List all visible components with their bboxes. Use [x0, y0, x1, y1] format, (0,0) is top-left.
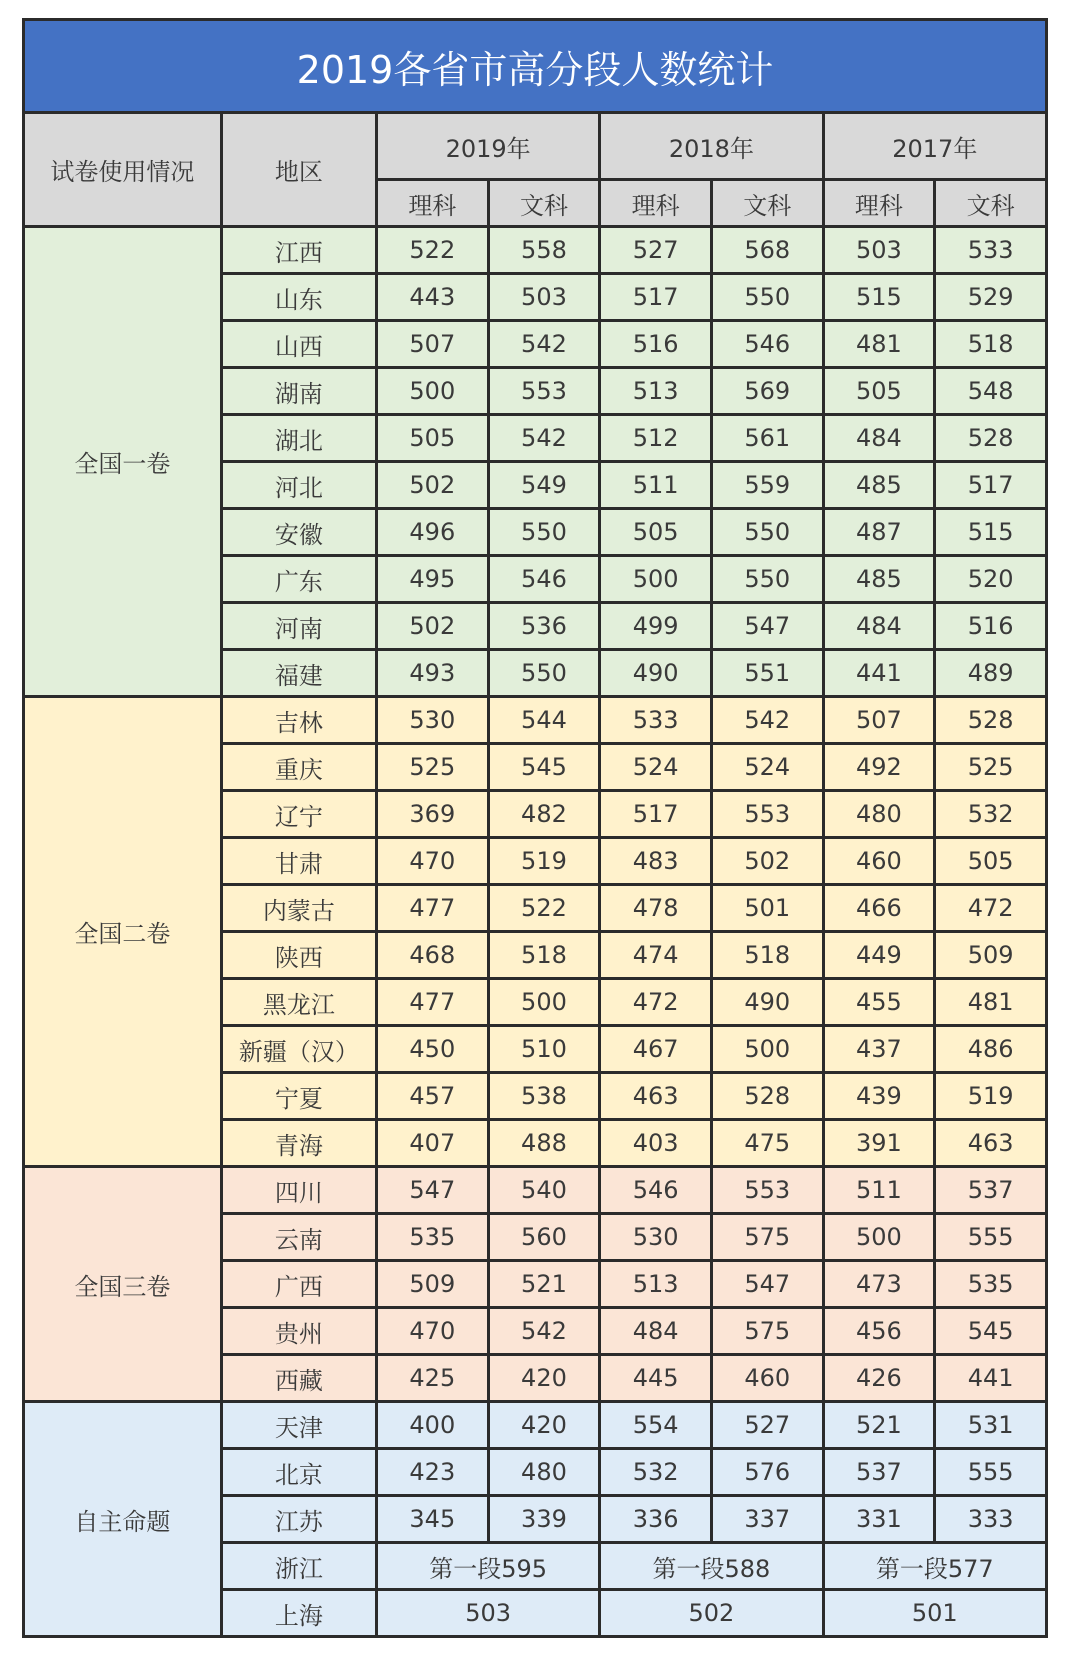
- region-cell: 重庆: [221, 744, 376, 791]
- score-cell: 518: [711, 932, 823, 979]
- score-cell: 544: [488, 697, 600, 744]
- score-cell: 546: [600, 1167, 712, 1214]
- score-cell: 443: [377, 274, 489, 321]
- region-cell: 江西: [221, 227, 376, 274]
- score-cell: 533: [600, 697, 712, 744]
- score-cell: 439: [823, 1073, 935, 1120]
- score-cell: 516: [935, 603, 1047, 650]
- score-cell: 333: [935, 1496, 1047, 1543]
- score-cell: 515: [935, 509, 1047, 556]
- score-cell: 441: [823, 650, 935, 697]
- score-cell: 511: [600, 462, 712, 509]
- merged-score-cell: 502: [600, 1590, 823, 1637]
- score-cell: 522: [377, 227, 489, 274]
- header-subject-arts: 文科: [488, 180, 600, 227]
- score-cell: 486: [935, 1026, 1047, 1073]
- score-cell: 369: [377, 791, 489, 838]
- score-cell: 527: [711, 1402, 823, 1449]
- header-group: 试卷使用情况: [24, 113, 222, 227]
- score-cell: 542: [488, 415, 600, 462]
- score-cell: 519: [488, 838, 600, 885]
- score-cell: 339: [488, 1496, 600, 1543]
- score-cell: 519: [935, 1073, 1047, 1120]
- score-cell: 547: [711, 1261, 823, 1308]
- region-cell: 云南: [221, 1214, 376, 1261]
- merged-score-cell: 第一段588: [600, 1543, 823, 1590]
- score-cell: 530: [377, 697, 489, 744]
- score-cell: 477: [377, 979, 489, 1026]
- region-cell: 北京: [221, 1449, 376, 1496]
- score-cell: 522: [488, 885, 600, 932]
- score-cell: 512: [600, 415, 712, 462]
- score-cell: 500: [488, 979, 600, 1026]
- score-cell: 528: [711, 1073, 823, 1120]
- region-cell: 甘肃: [221, 838, 376, 885]
- score-cell: 538: [488, 1073, 600, 1120]
- score-cell: 337: [711, 1496, 823, 1543]
- score-cell: 485: [823, 556, 935, 603]
- score-cell: 521: [823, 1402, 935, 1449]
- score-cell: 540: [488, 1167, 600, 1214]
- score-cell: 532: [935, 791, 1047, 838]
- score-cell: 455: [823, 979, 935, 1026]
- score-cell: 576: [711, 1449, 823, 1496]
- score-cell: 507: [823, 697, 935, 744]
- table-row: [24, 1402, 1047, 1449]
- score-cell: 516: [600, 321, 712, 368]
- score-cell: 554: [600, 1402, 712, 1449]
- score-cell: 480: [823, 791, 935, 838]
- score-cell: 545: [488, 744, 600, 791]
- score-cell: 502: [711, 838, 823, 885]
- region-cell: 天津: [221, 1402, 376, 1449]
- group-cell: 全国一卷: [24, 227, 222, 697]
- score-cell: 551: [711, 650, 823, 697]
- score-cell: 558: [488, 227, 600, 274]
- score-cell: 484: [823, 415, 935, 462]
- score-cell: 456: [823, 1308, 935, 1355]
- score-cell: 513: [600, 368, 712, 415]
- score-cell: 501: [711, 885, 823, 932]
- score-cell: 331: [823, 1496, 935, 1543]
- header-subject-arts: 文科: [711, 180, 823, 227]
- score-cell: 517: [600, 274, 712, 321]
- score-cell: 531: [935, 1402, 1047, 1449]
- score-cell: 518: [488, 932, 600, 979]
- score-cell: 550: [711, 509, 823, 556]
- score-cell: 441: [935, 1355, 1047, 1402]
- score-cell: 505: [600, 509, 712, 556]
- score-cell: 546: [488, 556, 600, 603]
- score-cell: 391: [823, 1120, 935, 1167]
- score-cell: 517: [600, 791, 712, 838]
- score-cell: 488: [488, 1120, 600, 1167]
- region-cell: 安徽: [221, 509, 376, 556]
- score-cell: 528: [935, 415, 1047, 462]
- score-cell: 463: [600, 1073, 712, 1120]
- score-cell: 511: [823, 1167, 935, 1214]
- score-cell: 420: [488, 1355, 600, 1402]
- header-subject-arts: 文科: [935, 180, 1047, 227]
- score-cell: 533: [935, 227, 1047, 274]
- group-cell: 全国二卷: [24, 697, 222, 1167]
- score-cell: 553: [711, 791, 823, 838]
- score-cell: 466: [823, 885, 935, 932]
- score-cell: 524: [711, 744, 823, 791]
- score-cell: 423: [377, 1449, 489, 1496]
- score-cell: 500: [600, 556, 712, 603]
- table-title: 2019各省市高分段人数统计: [24, 20, 1047, 113]
- score-cell: 555: [935, 1214, 1047, 1261]
- score-cell: 463: [935, 1120, 1047, 1167]
- score-cell: 575: [711, 1214, 823, 1261]
- region-cell: 湖北: [221, 415, 376, 462]
- score-cell: 468: [377, 932, 489, 979]
- score-cell: 555: [935, 1449, 1047, 1496]
- region-cell: 山西: [221, 321, 376, 368]
- region-cell: 辽宁: [221, 791, 376, 838]
- score-cell: 525: [377, 744, 489, 791]
- score-cell: 487: [823, 509, 935, 556]
- merged-score-cell: 第一段577: [823, 1543, 1046, 1590]
- region-cell: 河北: [221, 462, 376, 509]
- score-cell: 499: [600, 603, 712, 650]
- score-cell: 560: [488, 1214, 600, 1261]
- score-cell: 426: [823, 1355, 935, 1402]
- score-cell: 496: [377, 509, 489, 556]
- score-cell: 470: [377, 838, 489, 885]
- region-cell: 新疆（汉）: [221, 1026, 376, 1073]
- score-cell: 336: [600, 1496, 712, 1543]
- region-cell: 青海: [221, 1120, 376, 1167]
- score-cell: 527: [600, 227, 712, 274]
- score-cell: 535: [935, 1261, 1047, 1308]
- header-subject-science: 理科: [600, 180, 712, 227]
- merged-score-cell: 501: [823, 1590, 1046, 1637]
- score-cell: 403: [600, 1120, 712, 1167]
- score-cell: 550: [488, 650, 600, 697]
- region-cell: 河南: [221, 603, 376, 650]
- score-cell: 477: [377, 885, 489, 932]
- score-cell: 532: [600, 1449, 712, 1496]
- header-year-2019: 2019年: [377, 113, 600, 180]
- score-cell: 449: [823, 932, 935, 979]
- score-cell: 502: [377, 462, 489, 509]
- score-cell: 561: [711, 415, 823, 462]
- score-cell: 550: [711, 556, 823, 603]
- region-cell: 内蒙古: [221, 885, 376, 932]
- header-subject-science: 理科: [377, 180, 489, 227]
- table-row: [24, 227, 1047, 274]
- score-cell: 505: [823, 368, 935, 415]
- score-cell: 489: [935, 650, 1047, 697]
- region-cell: 宁夏: [221, 1073, 376, 1120]
- score-cell: 542: [488, 321, 600, 368]
- score-cell: 575: [711, 1308, 823, 1355]
- score-cell: 472: [935, 885, 1047, 932]
- score-cell: 528: [935, 697, 1047, 744]
- score-cell: 559: [711, 462, 823, 509]
- score-cell: 460: [711, 1355, 823, 1402]
- score-cell: 537: [935, 1167, 1047, 1214]
- score-cell: 495: [377, 556, 489, 603]
- region-cell: 广东: [221, 556, 376, 603]
- region-cell: 浙江: [221, 1543, 376, 1590]
- score-cell: 550: [711, 274, 823, 321]
- score-cell: 518: [935, 321, 1047, 368]
- header-year-2018: 2018年: [600, 113, 823, 180]
- score-cell: 549: [488, 462, 600, 509]
- score-cell: 537: [823, 1449, 935, 1496]
- score-cell: 467: [600, 1026, 712, 1073]
- score-cell: 484: [823, 603, 935, 650]
- merged-score-cell: 503: [377, 1590, 600, 1637]
- region-cell: 吉林: [221, 697, 376, 744]
- score-cell: 525: [935, 744, 1047, 791]
- score-cell: 507: [377, 321, 489, 368]
- region-cell: 湖南: [221, 368, 376, 415]
- score-cell: 490: [600, 650, 712, 697]
- score-cell: 509: [935, 932, 1047, 979]
- region-cell: 西藏: [221, 1355, 376, 1402]
- score-cell: 500: [377, 368, 489, 415]
- score-cell: 445: [600, 1355, 712, 1402]
- score-cell: 472: [600, 979, 712, 1026]
- score-cell: 548: [935, 368, 1047, 415]
- score-table: [22, 18, 1048, 1638]
- score-cell: 484: [600, 1308, 712, 1355]
- region-cell: 福建: [221, 650, 376, 697]
- score-cell: 569: [711, 368, 823, 415]
- score-cell: 502: [377, 603, 489, 650]
- merged-score-cell: 第一段595: [377, 1543, 600, 1590]
- score-cell: 505: [935, 838, 1047, 885]
- score-cell: 460: [823, 838, 935, 885]
- score-cell: 478: [600, 885, 712, 932]
- score-cell: 474: [600, 932, 712, 979]
- score-cell: 536: [488, 603, 600, 650]
- score-cell: 500: [823, 1214, 935, 1261]
- score-cell: 510: [488, 1026, 600, 1073]
- header-year-2017: 2017年: [823, 113, 1046, 180]
- header-subject-science: 理科: [823, 180, 935, 227]
- score-cell: 542: [711, 697, 823, 744]
- score-cell: 485: [823, 462, 935, 509]
- region-cell: 山东: [221, 274, 376, 321]
- score-cell: 450: [377, 1026, 489, 1073]
- score-cell: 473: [823, 1261, 935, 1308]
- score-cell: 425: [377, 1355, 489, 1402]
- score-cell: 481: [823, 321, 935, 368]
- score-cell: 535: [377, 1214, 489, 1261]
- score-cell: 483: [600, 838, 712, 885]
- score-cell: 521: [488, 1261, 600, 1308]
- region-cell: 江苏: [221, 1496, 376, 1543]
- score-cell: 505: [377, 415, 489, 462]
- score-cell: 400: [377, 1402, 489, 1449]
- score-cell: 493: [377, 650, 489, 697]
- score-cell: 542: [488, 1308, 600, 1355]
- region-cell: 上海: [221, 1590, 376, 1637]
- score-cell: 517: [935, 462, 1047, 509]
- score-cell: 529: [935, 274, 1047, 321]
- score-cell: 545: [935, 1308, 1047, 1355]
- region-cell: 陕西: [221, 932, 376, 979]
- score-cell: 457: [377, 1073, 489, 1120]
- score-cell: 490: [711, 979, 823, 1026]
- group-cell: 全国三卷: [24, 1167, 222, 1402]
- score-cell: 547: [377, 1167, 489, 1214]
- score-cell: 475: [711, 1120, 823, 1167]
- score-cell: 503: [488, 274, 600, 321]
- score-cell: 481: [935, 979, 1047, 1026]
- score-cell: 568: [711, 227, 823, 274]
- score-cell: 500: [711, 1026, 823, 1073]
- score-cell: 509: [377, 1261, 489, 1308]
- table-row: [24, 697, 1047, 744]
- region-cell: 四川: [221, 1167, 376, 1214]
- table-row: [24, 1167, 1047, 1214]
- score-cell: 550: [488, 509, 600, 556]
- score-cell: 470: [377, 1308, 489, 1355]
- score-cell: 503: [823, 227, 935, 274]
- score-cell: 482: [488, 791, 600, 838]
- score-cell: 513: [600, 1261, 712, 1308]
- score-cell: 547: [711, 603, 823, 650]
- score-cell: 546: [711, 321, 823, 368]
- score-cell: 520: [935, 556, 1047, 603]
- score-cell: 553: [711, 1167, 823, 1214]
- region-cell: 广西: [221, 1261, 376, 1308]
- score-cell: 492: [823, 744, 935, 791]
- header-region: 地区: [221, 113, 376, 227]
- score-cell: 530: [600, 1214, 712, 1261]
- score-cell: 420: [488, 1402, 600, 1449]
- score-cell: 524: [600, 744, 712, 791]
- region-cell: 黑龙江: [221, 979, 376, 1026]
- score-cell: 437: [823, 1026, 935, 1073]
- score-cell: 407: [377, 1120, 489, 1167]
- score-cell: 480: [488, 1449, 600, 1496]
- region-cell: 贵州: [221, 1308, 376, 1355]
- score-cell: 515: [823, 274, 935, 321]
- group-cell: 自主命题: [24, 1402, 222, 1637]
- score-cell: 345: [377, 1496, 489, 1543]
- score-cell: 553: [488, 368, 600, 415]
